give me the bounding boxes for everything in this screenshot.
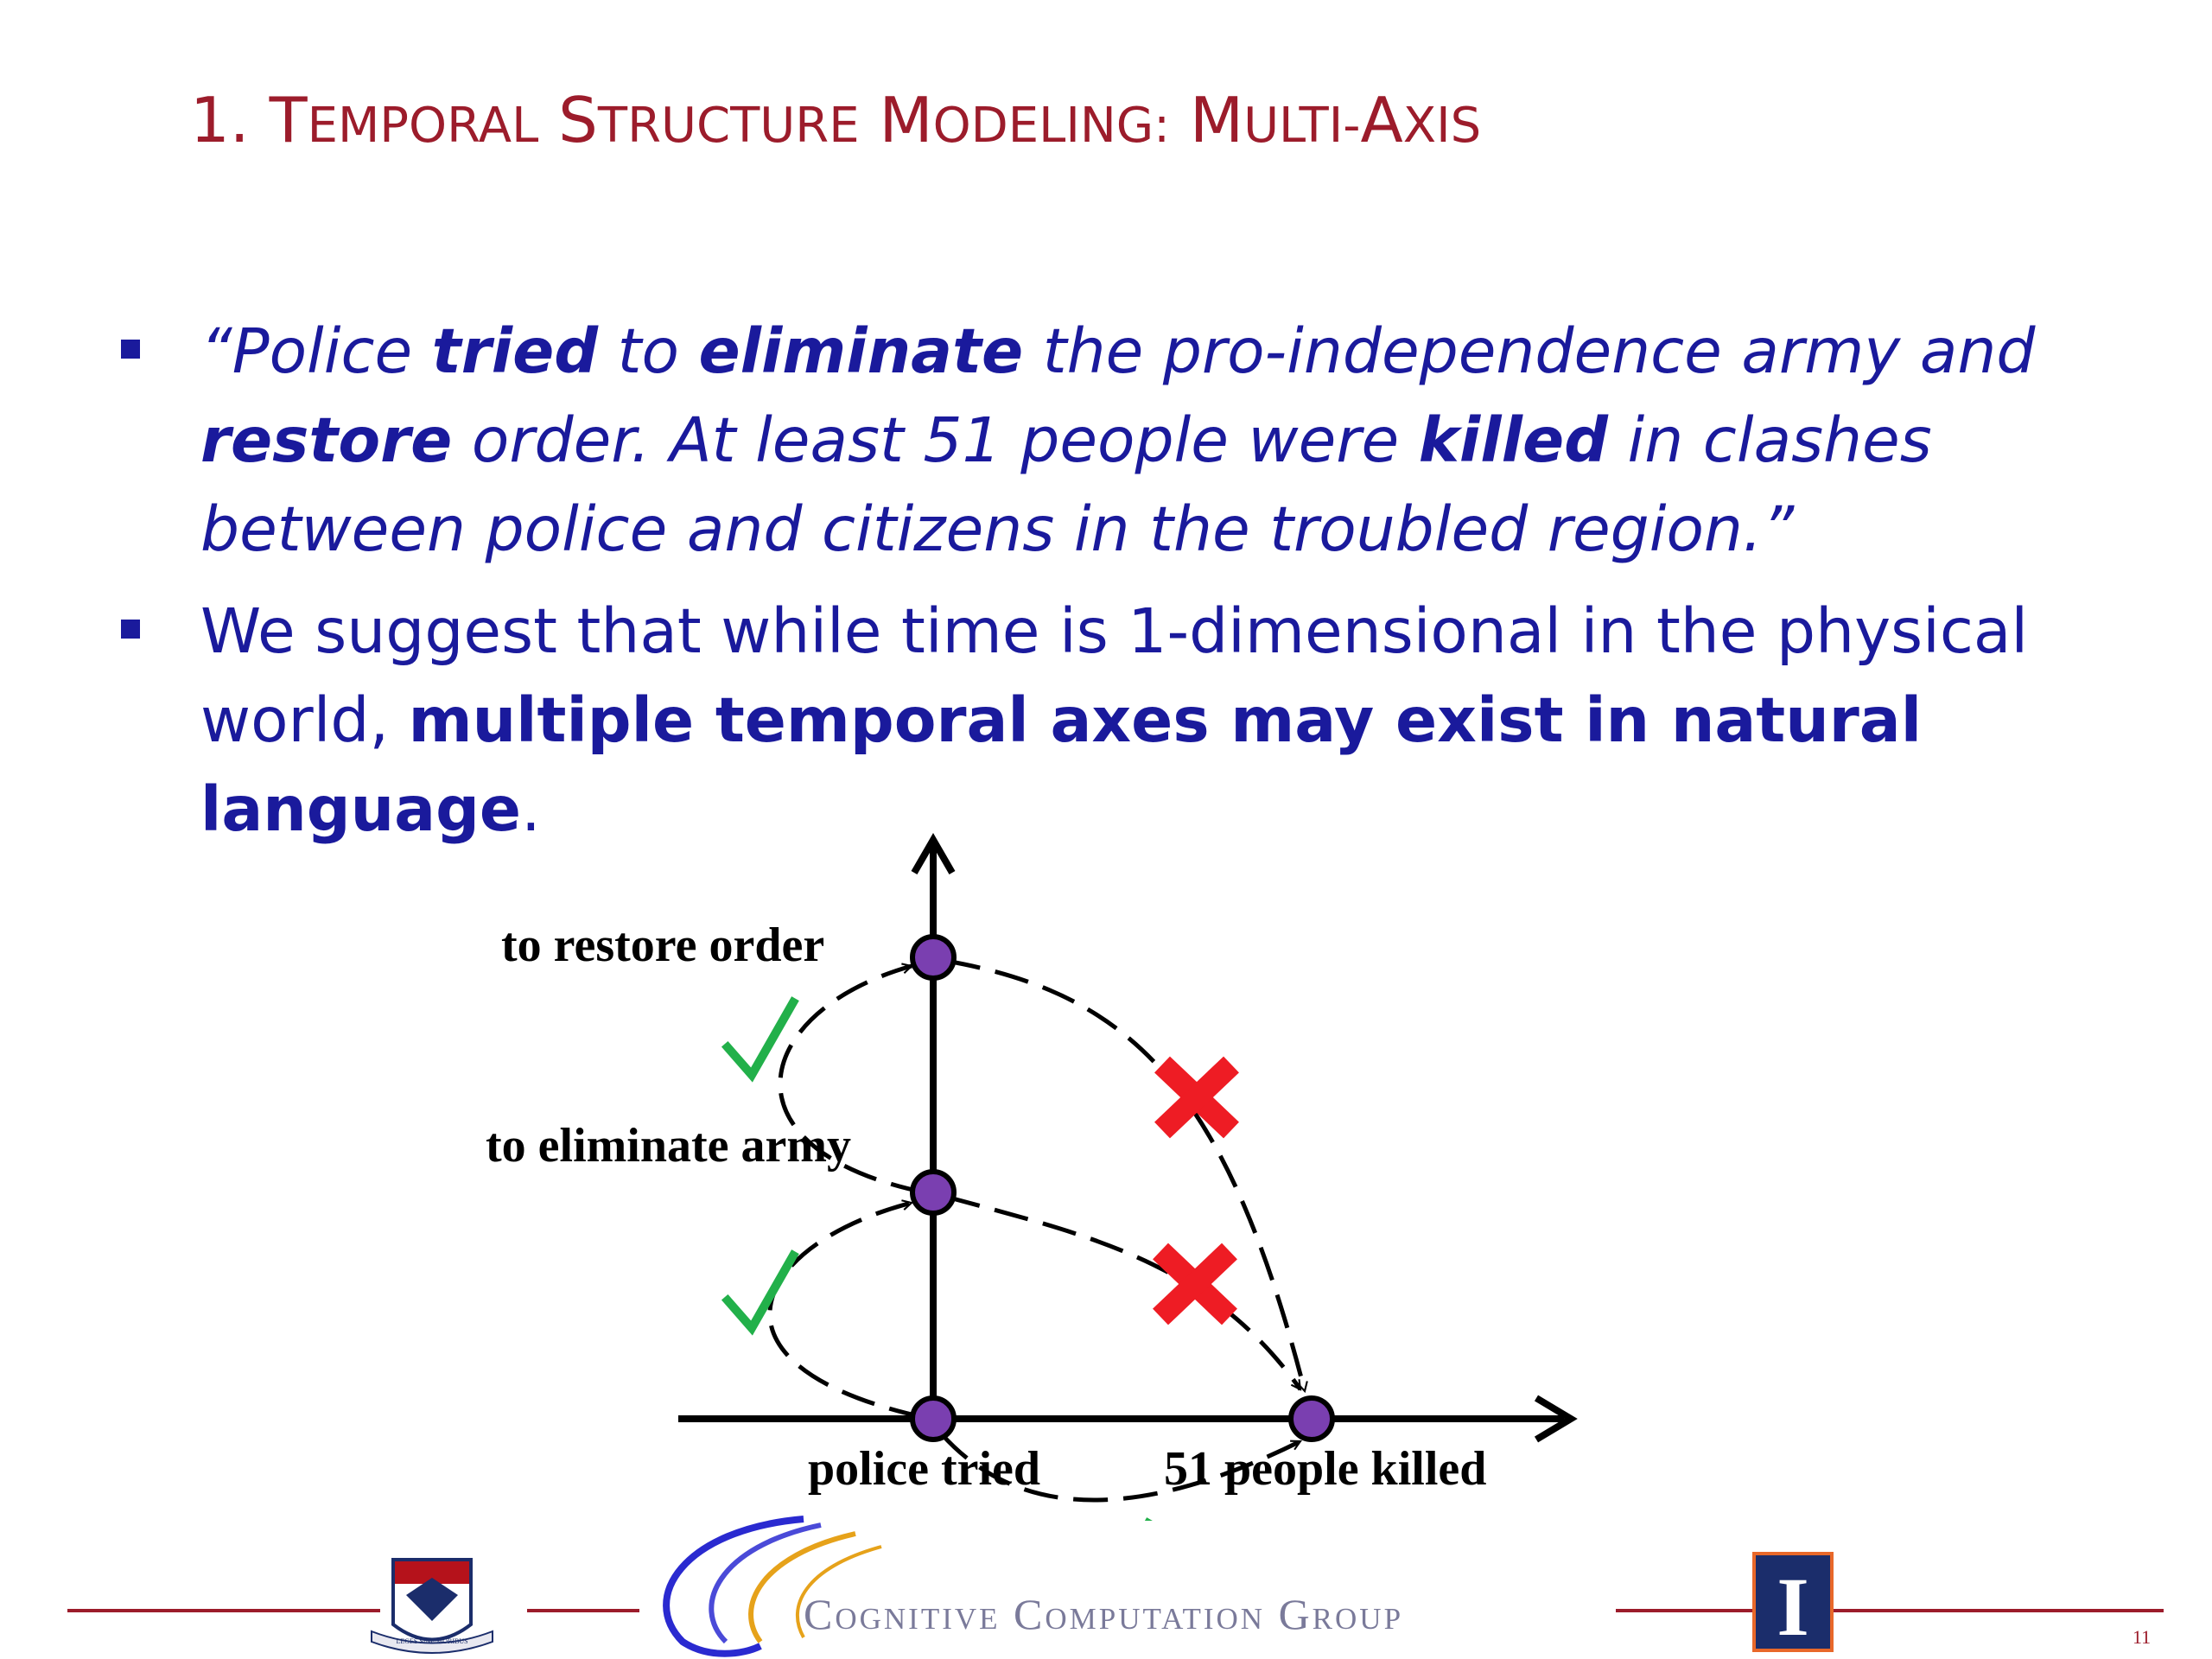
node-police-tried [912,1398,954,1440]
node-people-killed [1291,1398,1332,1440]
title-word: MODELING: [879,84,1171,156]
title-word: AXIS [1360,84,1482,156]
node-restore-order [912,937,954,978]
ccg-group-name: Cognitive Computation Group [804,1590,1404,1638]
cross-icon [1162,1065,1231,1130]
penn-logo [372,1560,527,1659]
emphasis-text: restore [200,404,453,476]
label-eliminate-army: to eliminate army [486,1119,851,1173]
emphasis-text: eliminate [698,315,1024,387]
ccg-logo [639,1519,1616,1659]
plain-text: . [521,773,541,845]
title-word: MULTI- [1189,84,1361,156]
plain-text: order. At least 51 people were [452,404,1419,476]
node-eliminate-army [912,1172,954,1213]
title-number: 1. [190,84,250,156]
emphasis-text: tried [431,315,599,387]
title-word: TEMPORAL [269,84,539,156]
arc-eliminate-to-killed [946,1197,1300,1389]
penn-motto: LEGES SINE MORIBUS [396,1637,468,1645]
plain-text: to [598,315,699,387]
cross-icon [1160,1251,1230,1317]
arc-tried-to-eliminate [770,1203,923,1417]
title-word: STRUCTURE [558,84,860,156]
illinois-logo [1754,1554,1832,1653]
label-restore-order: to restore order [501,918,825,972]
check-icon [728,1255,793,1328]
plain-text: We suggest that while time is 1-dimensional in the physical world, [200,595,2029,756]
plain-text: the pro-independence army and [1023,315,2036,387]
label-police-tried: police tried [808,1442,1041,1496]
page-number: 11 [2133,1626,2152,1648]
plain-text: in clashes between police and citizens in the troubled region.” [200,404,1932,565]
plain-text: “Police [200,315,432,387]
emphasis-text: multiple temporal axes may exist in natural language [200,684,1923,845]
emphasis-text: killed [1418,404,1608,476]
arc-restore-to-killed [946,961,1305,1391]
illinois-letter: I [1777,1560,1809,1653]
label-people-killed: 51 people killed [1164,1442,1487,1496]
